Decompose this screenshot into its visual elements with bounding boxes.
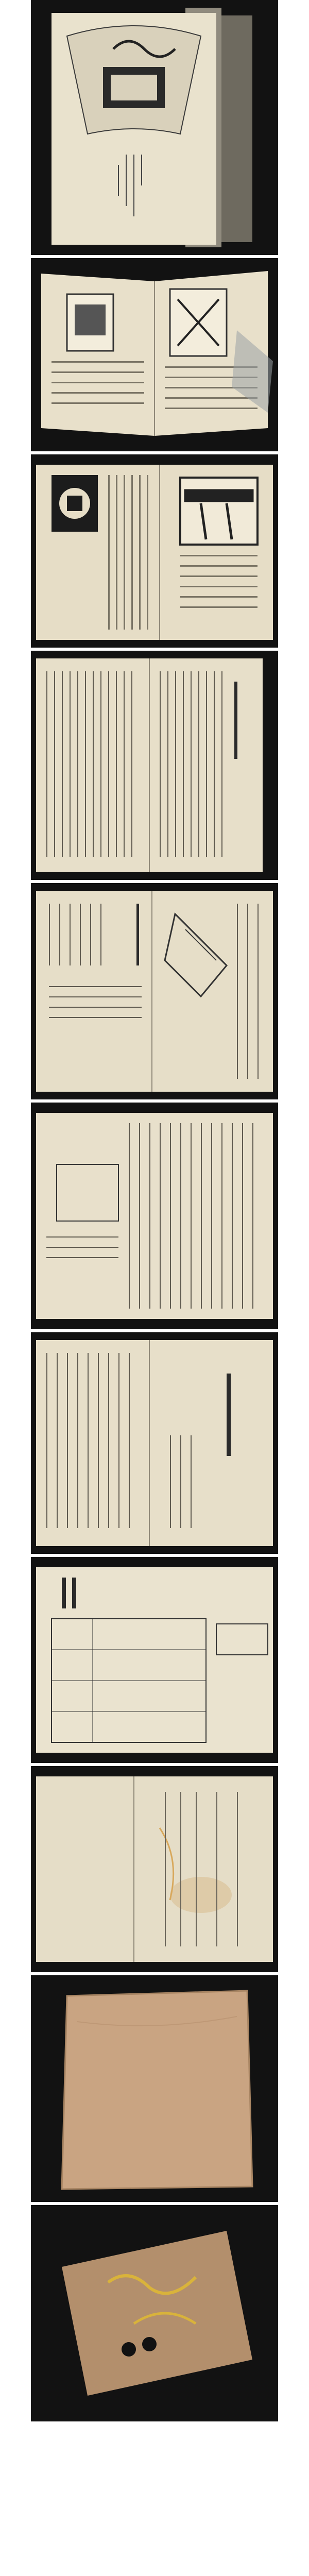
photo-1-front-page	[31, 0, 278, 255]
photo-10-back-cover	[31, 1975, 278, 2202]
page-background-bottom	[0, 2421, 309, 2576]
photo-7-text-spread	[31, 1332, 278, 1554]
photo-8-colophon	[31, 1557, 278, 1763]
photo-6-text-spread	[31, 1103, 278, 1329]
photo-2-spread-illustrations	[31, 258, 278, 451]
photo-3-spread-woodcuts	[31, 454, 278, 648]
photo-5-text-with-drawing	[31, 883, 278, 1099]
photo-11-spine-cover	[31, 2205, 278, 2421]
photo-9-stained-page	[31, 1766, 278, 1972]
photo-4-text-spread	[31, 651, 278, 880]
